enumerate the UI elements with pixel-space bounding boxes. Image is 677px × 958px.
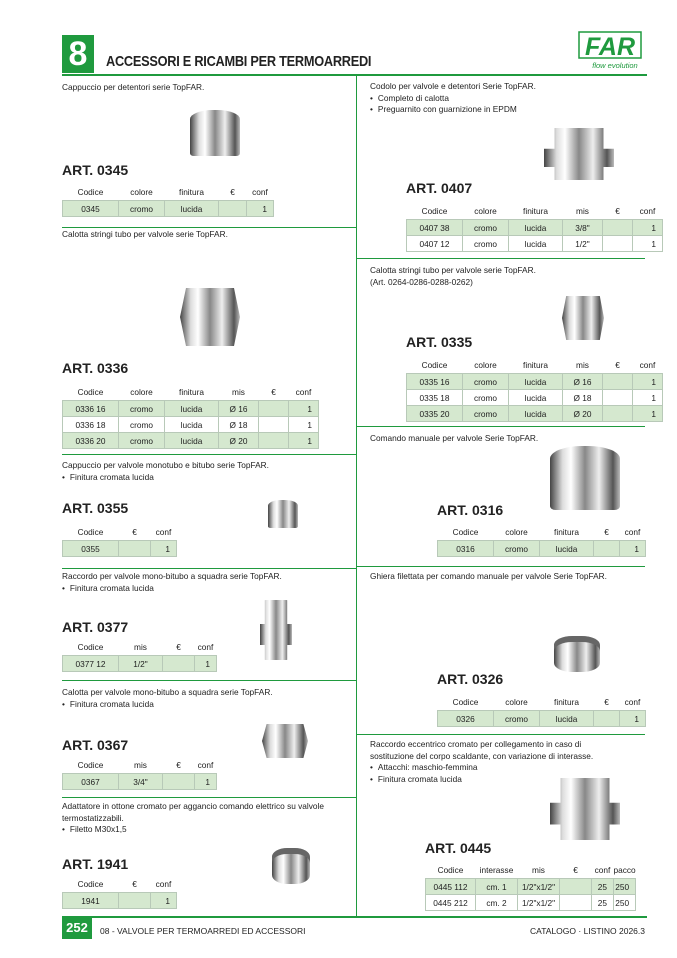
- table-cell: 0335 18: [407, 390, 463, 406]
- table-cell: cromo: [463, 220, 509, 236]
- table-cell: 1/2": [119, 656, 163, 672]
- table-cell: cromo: [463, 406, 509, 422]
- table-cell: cm. 2: [476, 895, 518, 911]
- table-row: [63, 774, 217, 790]
- table-cell: 25: [592, 879, 614, 895]
- table-cell: [603, 374, 633, 390]
- table-row: [407, 374, 663, 390]
- table-cell: 0336 20: [63, 433, 119, 449]
- column-header: finitura: [554, 527, 579, 537]
- table-row: [63, 541, 177, 557]
- article-number: ART. 0316: [437, 502, 504, 518]
- bullet-item: • Finitura cromata lucida: [62, 699, 273, 711]
- column-header: €: [615, 206, 620, 216]
- table-cell: 1: [289, 433, 319, 449]
- table-header-row: [63, 876, 177, 893]
- table-row: [63, 401, 319, 417]
- column-header: Codice: [452, 527, 479, 537]
- article-table: [62, 524, 177, 557]
- bullet-item: • Finitura cromata lucida: [62, 583, 282, 595]
- column-header: €: [132, 879, 137, 889]
- table-cell: [603, 390, 633, 406]
- bullet-item: • Completo di calotta: [370, 93, 536, 105]
- column-header: Codice: [437, 865, 464, 875]
- table-row: [63, 893, 177, 909]
- product-image: [554, 636, 600, 672]
- description-line: Raccordo per valvole mono-bitubo a squadra serie TopFAR.: [62, 571, 282, 581]
- table-cell: [603, 220, 633, 236]
- table-cell: 1: [620, 541, 646, 557]
- column-header: Codice: [77, 879, 104, 889]
- table-cell: 1941: [63, 893, 119, 909]
- table-cell: lucida: [165, 433, 219, 449]
- article-table: [437, 524, 646, 557]
- column-header: €: [604, 527, 609, 537]
- table-header-row: [438, 694, 646, 711]
- product-description: [62, 801, 324, 836]
- product-image: [180, 288, 240, 346]
- product-description: [362, 265, 536, 288]
- table-cell: Ø 16: [219, 401, 259, 417]
- description-line: Cappuccio per detentori serie TopFAR.: [62, 82, 205, 92]
- column-header: mis: [576, 206, 589, 216]
- table-cell: [119, 893, 151, 909]
- table-cell: lucida: [165, 417, 219, 433]
- table-cell: [560, 879, 592, 895]
- column-header: €: [573, 865, 578, 875]
- table-row: [438, 711, 646, 727]
- table-cell: 1: [633, 220, 663, 236]
- product-image: [262, 724, 308, 758]
- table-cell: lucida: [509, 406, 563, 422]
- column-header: finitura: [523, 360, 548, 370]
- table-cell: 0445 112: [426, 879, 476, 895]
- table-cell: 1: [151, 893, 177, 909]
- table-cell: 1/2"x1/2": [518, 895, 560, 911]
- table-cell: 250: [614, 879, 636, 895]
- bullet-item: • Finitura cromata lucida: [62, 472, 269, 484]
- product-description: [62, 571, 282, 594]
- table-row: [407, 220, 663, 236]
- column-header: colore: [505, 697, 528, 707]
- article-table: [62, 384, 319, 449]
- column-header: Codice: [421, 206, 448, 216]
- table-cell: 0345: [63, 201, 119, 217]
- table-row: [426, 895, 636, 911]
- column-header: finitura: [523, 206, 548, 216]
- table-cell: cromo: [494, 711, 540, 727]
- table-cell: 0316: [438, 541, 494, 557]
- column-header: mis: [576, 360, 589, 370]
- description-line: Cappuccio per valvole monotubo e bitubo serie TopFAR.: [62, 460, 269, 470]
- description-line: sostituzione del corpo scaldante, con variazione di interasse.: [370, 750, 594, 761]
- article-number: ART. 0335: [406, 334, 473, 350]
- logo-text: FAR: [585, 33, 635, 61]
- section-divider: [62, 797, 356, 798]
- column-header: Codice: [77, 187, 104, 197]
- column-header: interasse: [479, 865, 514, 875]
- description-line: Ghiera filettata per comando manuale per valvole Serie TopFAR.: [370, 571, 607, 581]
- description-line: Adattatore in ottone cromato per aggancio comando elettrico su valvole: [62, 801, 324, 811]
- table-header-row: [407, 357, 663, 374]
- table-header-row: [63, 184, 274, 201]
- table-cell: 0335 20: [407, 406, 463, 422]
- table-cell: cromo: [463, 390, 509, 406]
- table-cell: [603, 236, 633, 252]
- table-cell: 3/8": [563, 220, 603, 236]
- table-header-row: [63, 524, 177, 541]
- logo-tagline: flow evolution: [592, 61, 638, 70]
- column-header: mis: [134, 760, 147, 770]
- column-header: Codice: [77, 387, 104, 397]
- article-table: [437, 694, 646, 727]
- bullet-item: • Finitura cromata lucida: [370, 774, 593, 786]
- article-table: [62, 876, 177, 909]
- product-description: [362, 433, 538, 445]
- table-cell: lucida: [509, 390, 563, 406]
- column-header: finitura: [179, 187, 204, 197]
- table-cell: 0355: [63, 541, 119, 557]
- table-cell: 3/4": [119, 774, 163, 790]
- column-header: conf: [639, 206, 656, 216]
- product-description: [62, 460, 269, 483]
- description-line: Calotta per valvole mono-bitubo a squadra serie TopFAR.: [62, 687, 273, 697]
- product-description: [62, 687, 273, 710]
- column-header: conf: [197, 642, 214, 652]
- table-cell: 1: [247, 201, 274, 217]
- product-description: [62, 82, 204, 94]
- column-header: conf: [594, 865, 611, 875]
- table-cell: Ø 18: [563, 390, 603, 406]
- table-cell: 1: [289, 417, 319, 433]
- column-header: €: [615, 360, 620, 370]
- column-header: mis: [232, 387, 245, 397]
- section-divider: [357, 426, 645, 427]
- table-header-row: [63, 757, 217, 774]
- table-cell: 1: [195, 774, 217, 790]
- table-cell: cromo: [463, 374, 509, 390]
- column-header: Codice: [421, 360, 448, 370]
- product-description: [362, 571, 607, 583]
- bullet-item: • Attacchi: maschio-femmina: [370, 762, 593, 774]
- table-cell: lucida: [165, 401, 219, 417]
- description-line: Comando manuale per valvole Serie TopFAR.: [370, 433, 539, 443]
- column-header: conf: [624, 527, 641, 537]
- table-cell: 1: [195, 656, 217, 672]
- product-image: [550, 778, 620, 840]
- table-cell: 1: [151, 541, 177, 557]
- table-cell: lucida: [540, 711, 594, 727]
- column-header: conf: [155, 879, 172, 889]
- table-cell: 0326: [438, 711, 494, 727]
- column-header: colore: [505, 527, 528, 537]
- header-rule: [62, 74, 647, 76]
- article-number: ART. 0367: [62, 737, 129, 753]
- description-line: Calotta stringi tubo per valvole serie TopFAR.: [62, 229, 228, 239]
- table-row: [438, 541, 646, 557]
- table-row: [63, 417, 319, 433]
- table-cell: [603, 406, 633, 422]
- table-cell: [163, 656, 195, 672]
- column-header: conf: [155, 527, 172, 537]
- table-row: [63, 433, 319, 449]
- table-cell: cromo: [119, 433, 165, 449]
- column-header: Codice: [77, 760, 104, 770]
- column-header: colore: [130, 387, 153, 397]
- column-header: conf: [639, 360, 656, 370]
- bullet-item: • Preguarnito con guarnizione in EPDM: [370, 104, 536, 116]
- product-description: [62, 229, 228, 241]
- column-header: colore: [474, 206, 497, 216]
- column-header: colore: [474, 360, 497, 370]
- column-header: finitura: [554, 697, 579, 707]
- article-number: ART. 0355: [62, 500, 129, 516]
- table-cell: cromo: [494, 541, 540, 557]
- column-header: €: [176, 642, 181, 652]
- article-table: [62, 757, 217, 790]
- table-cell: cromo: [119, 417, 165, 433]
- table-cell: 1: [633, 406, 663, 422]
- table-row: [407, 390, 663, 406]
- article-number: ART. 0345: [62, 162, 129, 178]
- section-divider: [62, 227, 356, 228]
- product-image: [272, 848, 310, 884]
- bullet-item: • Filetto M30x1,5: [62, 824, 324, 836]
- table-cell: [560, 895, 592, 911]
- column-header: finitura: [179, 387, 204, 397]
- table-cell: 1: [620, 711, 646, 727]
- page-title: ACCESSORI E RICAMBI PER TERMOARREDI: [106, 53, 372, 70]
- table-cell: [594, 711, 620, 727]
- table-cell: [594, 541, 620, 557]
- table-header-row: [63, 384, 319, 401]
- table-cell: lucida: [540, 541, 594, 557]
- section-divider: [357, 566, 645, 567]
- table-cell: Ø 20: [219, 433, 259, 449]
- product-image: [550, 446, 620, 510]
- column-header: conf: [197, 760, 214, 770]
- table-cell: 0336 16: [63, 401, 119, 417]
- table-cell: lucida: [509, 220, 563, 236]
- table-cell: 1: [633, 236, 663, 252]
- article-table: [62, 184, 274, 217]
- product-description: [362, 81, 536, 116]
- footer-catalog: CATALOGO · LISTINO 2026.3: [530, 926, 645, 936]
- table-cell: 1: [289, 401, 319, 417]
- column-header: conf: [252, 187, 268, 197]
- table-cell: 1: [633, 374, 663, 390]
- table-cell: 0445 212: [426, 895, 476, 911]
- table-cell: [259, 433, 289, 449]
- footer-rule: [62, 916, 647, 918]
- table-row: [407, 406, 663, 422]
- table-cell: 1/2"x1/2": [518, 879, 560, 895]
- column-header: conf: [624, 697, 641, 707]
- table-cell: cromo: [119, 401, 165, 417]
- table-cell: cromo: [463, 236, 509, 252]
- article-number: ART. 0336: [62, 360, 129, 376]
- table-row: [63, 656, 217, 672]
- description-line: Raccordo eccentrico cromato per collegamento in caso di: [370, 739, 582, 749]
- column-header: mis: [134, 642, 147, 652]
- table-cell: [163, 774, 195, 790]
- table-cell: lucida: [509, 236, 563, 252]
- table-cell: 0335 16: [407, 374, 463, 390]
- table-header-row: [438, 524, 646, 541]
- table-cell: Ø 16: [563, 374, 603, 390]
- table-cell: [259, 401, 289, 417]
- table-cell: 0407 38: [407, 220, 463, 236]
- article-number: ART. 0326: [437, 671, 504, 687]
- description-line: (Art. 0264-0286-0288-0262): [370, 276, 473, 287]
- product-image: [260, 600, 292, 660]
- table-cell: 0377 12: [63, 656, 119, 672]
- article-number: ART. 0445: [425, 840, 492, 856]
- table-cell: Ø 18: [219, 417, 259, 433]
- table-cell: 0336 18: [63, 417, 119, 433]
- table-cell: 1/2": [563, 236, 603, 252]
- footer-section: 08 - VALVOLE PER TERMOARREDI ED ACCESSORI: [100, 926, 306, 936]
- description-line: Calotta stringi tubo per valvole serie TopFAR.: [370, 265, 536, 275]
- far-logo: [577, 31, 643, 71]
- article-number: ART. 0377: [62, 619, 129, 635]
- table-cell: 1: [633, 390, 663, 406]
- article-table: [406, 357, 663, 422]
- table-row: [426, 879, 636, 895]
- table-cell: lucida: [509, 374, 563, 390]
- article-number: ART. 0407: [406, 180, 473, 196]
- article-table: [62, 639, 217, 672]
- description-line: termostatizzabili.: [62, 812, 124, 823]
- table-header-row: [407, 203, 663, 220]
- column-header: €: [230, 187, 235, 197]
- column-header: €: [132, 527, 137, 537]
- table-cell: [119, 541, 151, 557]
- page-number: 252: [62, 917, 92, 939]
- table-row: [407, 236, 663, 252]
- column-header: conf: [295, 387, 312, 397]
- article-number: ART. 1941: [62, 856, 129, 872]
- article-table: [406, 203, 663, 252]
- section-divider: [357, 734, 645, 735]
- table-cell: 0407 12: [407, 236, 463, 252]
- column-header: colore: [130, 187, 153, 197]
- table-cell: 250: [614, 895, 636, 911]
- table-cell: [219, 201, 247, 217]
- table-cell: 0367: [63, 774, 119, 790]
- column-header: mis: [532, 865, 545, 875]
- table-cell: cm. 1: [476, 879, 518, 895]
- table-cell: Ø 20: [563, 406, 603, 422]
- column-header: pacco: [613, 865, 636, 875]
- chapter-number: 8: [62, 35, 94, 73]
- product-image: [544, 128, 614, 180]
- column-header: €: [176, 760, 181, 770]
- product-image: [190, 110, 240, 156]
- column-divider: [356, 75, 357, 916]
- table-header-row: [63, 639, 217, 656]
- product-description: [362, 739, 593, 785]
- table-cell: 25: [592, 895, 614, 911]
- table-cell: [259, 417, 289, 433]
- table-cell: lucida: [165, 201, 219, 217]
- description-line: Codolo per valvole e detentori Serie TopFAR.: [370, 81, 536, 91]
- product-image: [562, 296, 604, 340]
- article-table: [425, 862, 636, 911]
- section-divider: [62, 568, 356, 569]
- section-divider: [62, 454, 356, 455]
- column-header: Codice: [77, 642, 104, 652]
- product-image: [268, 500, 298, 528]
- column-header: €: [271, 387, 276, 397]
- section-divider: [62, 680, 356, 681]
- column-header: €: [604, 697, 609, 707]
- table-header-row: [426, 862, 636, 879]
- column-header: Codice: [77, 527, 104, 537]
- column-header: Codice: [452, 697, 479, 707]
- section-divider: [357, 258, 645, 259]
- table-cell: cromo: [119, 201, 165, 217]
- table-row: [63, 201, 274, 217]
